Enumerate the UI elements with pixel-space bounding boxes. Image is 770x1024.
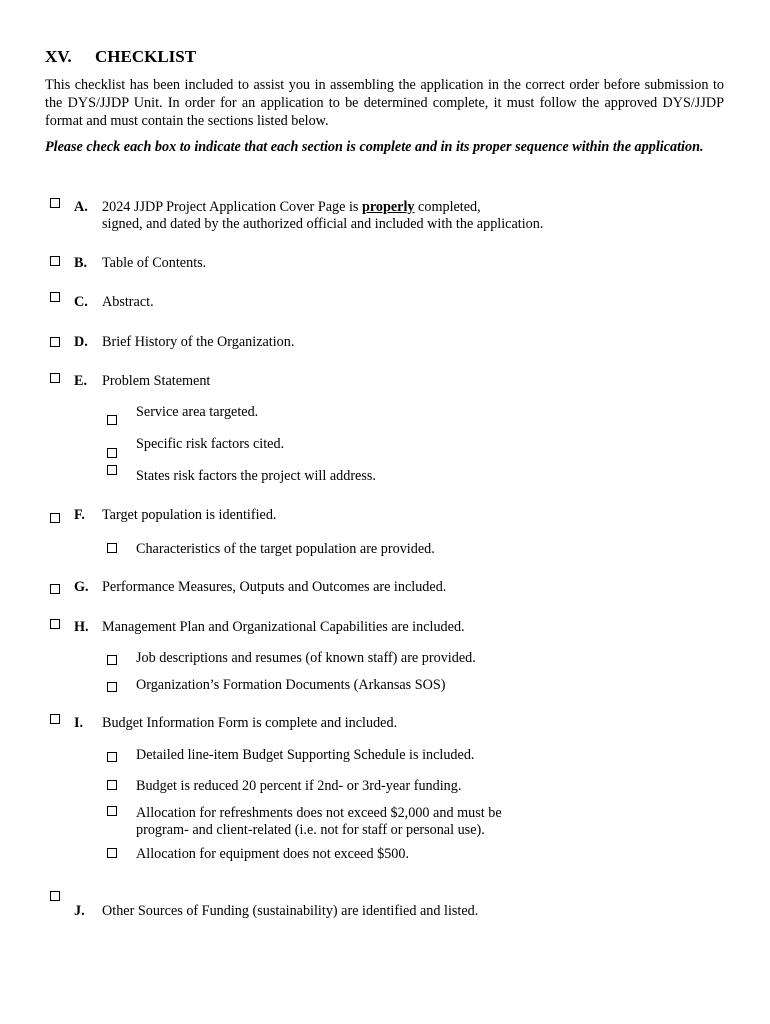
item-a-letter: A. (74, 199, 88, 215)
item-h-sub-2: Organization’s Formation Documents (Arkansas SOS) (136, 677, 446, 693)
item-e-sub-3: States risk factors the project will address. (136, 468, 376, 484)
item-f-sub-1: Characteristics of the target population are provided. (136, 541, 435, 557)
checkbox-i-budget-reduced[interactable] (107, 780, 117, 790)
checkbox-i-refreshments[interactable] (107, 806, 117, 816)
item-i-sub-2: Budget is reduced 20 percent if 2nd- or 3rd-year funding. (136, 778, 462, 794)
intro-paragraph: This checklist has been included to assist you in assembling the application in the correct order before submission to the DYS/JJDP Unit. In order for an application to be determined complete, it must follow the approved DYS/JJDP format and must contain the sections listed below. (45, 77, 724, 129)
item-g-letter: G. (74, 579, 89, 595)
checkbox-e-states-risk[interactable] (107, 465, 117, 475)
item-e-sub-1: Service area targeted. (136, 404, 259, 420)
checkbox-h-job-descriptions[interactable] (107, 655, 117, 665)
checkbox-item-h[interactable] (50, 619, 60, 629)
item-c-text: Abstract. (102, 294, 154, 310)
item-i-sub-4: Allocation for equipment does not exceed $500. (136, 846, 410, 862)
item-h-text: Management Plan and Organizational Capabilities are included. (102, 619, 465, 635)
section-number: XV. (45, 47, 72, 66)
checkbox-item-f[interactable] (50, 513, 60, 523)
checkbox-f-characteristics[interactable] (107, 543, 117, 553)
checkbox-item-c[interactable] (50, 292, 60, 302)
item-i-sub-3: Allocation for refreshments does not exceed $2,000 and must be (136, 805, 502, 821)
item-a-text-end: completed, (414, 199, 481, 215)
checkbox-item-g[interactable] (50, 584, 60, 594)
checkbox-i-equipment[interactable] (107, 848, 117, 858)
item-j-text: Other Sources of Funding (sustainability) are identified and listed. (102, 903, 479, 919)
item-a-line1 (102, 199, 481, 216)
checkbox-e-service-area[interactable] (107, 415, 117, 425)
section-heading (45, 47, 196, 67)
item-h-sub-1: Job descriptions and resumes (of known staff) are provided. (136, 650, 476, 666)
checkbox-item-e[interactable] (50, 373, 60, 383)
checkbox-item-a[interactable] (50, 198, 60, 208)
item-a-line2: signed, and dated by the authorized official and included with the application. (102, 216, 544, 232)
item-i-sub-3-cont: program- and client-related (i.e. not for staff or personal use). (136, 822, 485, 838)
item-i-sub-1: Detailed line-item Budget Supporting Schedule is included. (136, 747, 475, 763)
item-e-letter: E. (74, 373, 88, 389)
item-e-sub-2: Specific risk factors cited. (136, 436, 285, 452)
checkbox-item-d[interactable] (50, 337, 60, 347)
item-e-text: Problem Statement (102, 373, 211, 389)
item-d-text: Brief History of the Organization. (102, 334, 295, 350)
item-h-letter: H. (74, 619, 89, 635)
item-b-letter: B. (74, 255, 88, 271)
checkbox-item-j[interactable] (50, 891, 60, 901)
checkbox-h-formation-docs[interactable] (107, 682, 117, 692)
item-b-text: Table of Contents. (102, 255, 207, 271)
item-f-text: Target population is identified. (102, 507, 277, 523)
item-a-emphasis: properly (361, 199, 415, 215)
item-i-letter: I. (74, 715, 84, 731)
instruction-paragraph: Please check each box to indicate that each section is complete and in its proper sequence within the application. (45, 139, 704, 155)
item-j-letter: J. (74, 903, 85, 919)
item-f-letter: F. (74, 507, 85, 523)
checkbox-item-i[interactable] (50, 714, 60, 724)
checkbox-i-budget-schedule[interactable] (107, 752, 117, 762)
checkbox-e-risk-factors[interactable] (107, 448, 117, 458)
item-i-text: Budget Information Form is complete and included. (102, 715, 398, 731)
item-c-letter: C. (74, 294, 88, 310)
item-g-text: Performance Measures, Outputs and Outcomes are included. (102, 579, 447, 595)
section-title: CHECKLIST (95, 47, 197, 66)
item-d-letter: D. (74, 334, 88, 350)
checkbox-item-b[interactable] (50, 256, 60, 266)
item-a-text: 2024 JJDP Project Application Cover Page is (102, 199, 362, 215)
